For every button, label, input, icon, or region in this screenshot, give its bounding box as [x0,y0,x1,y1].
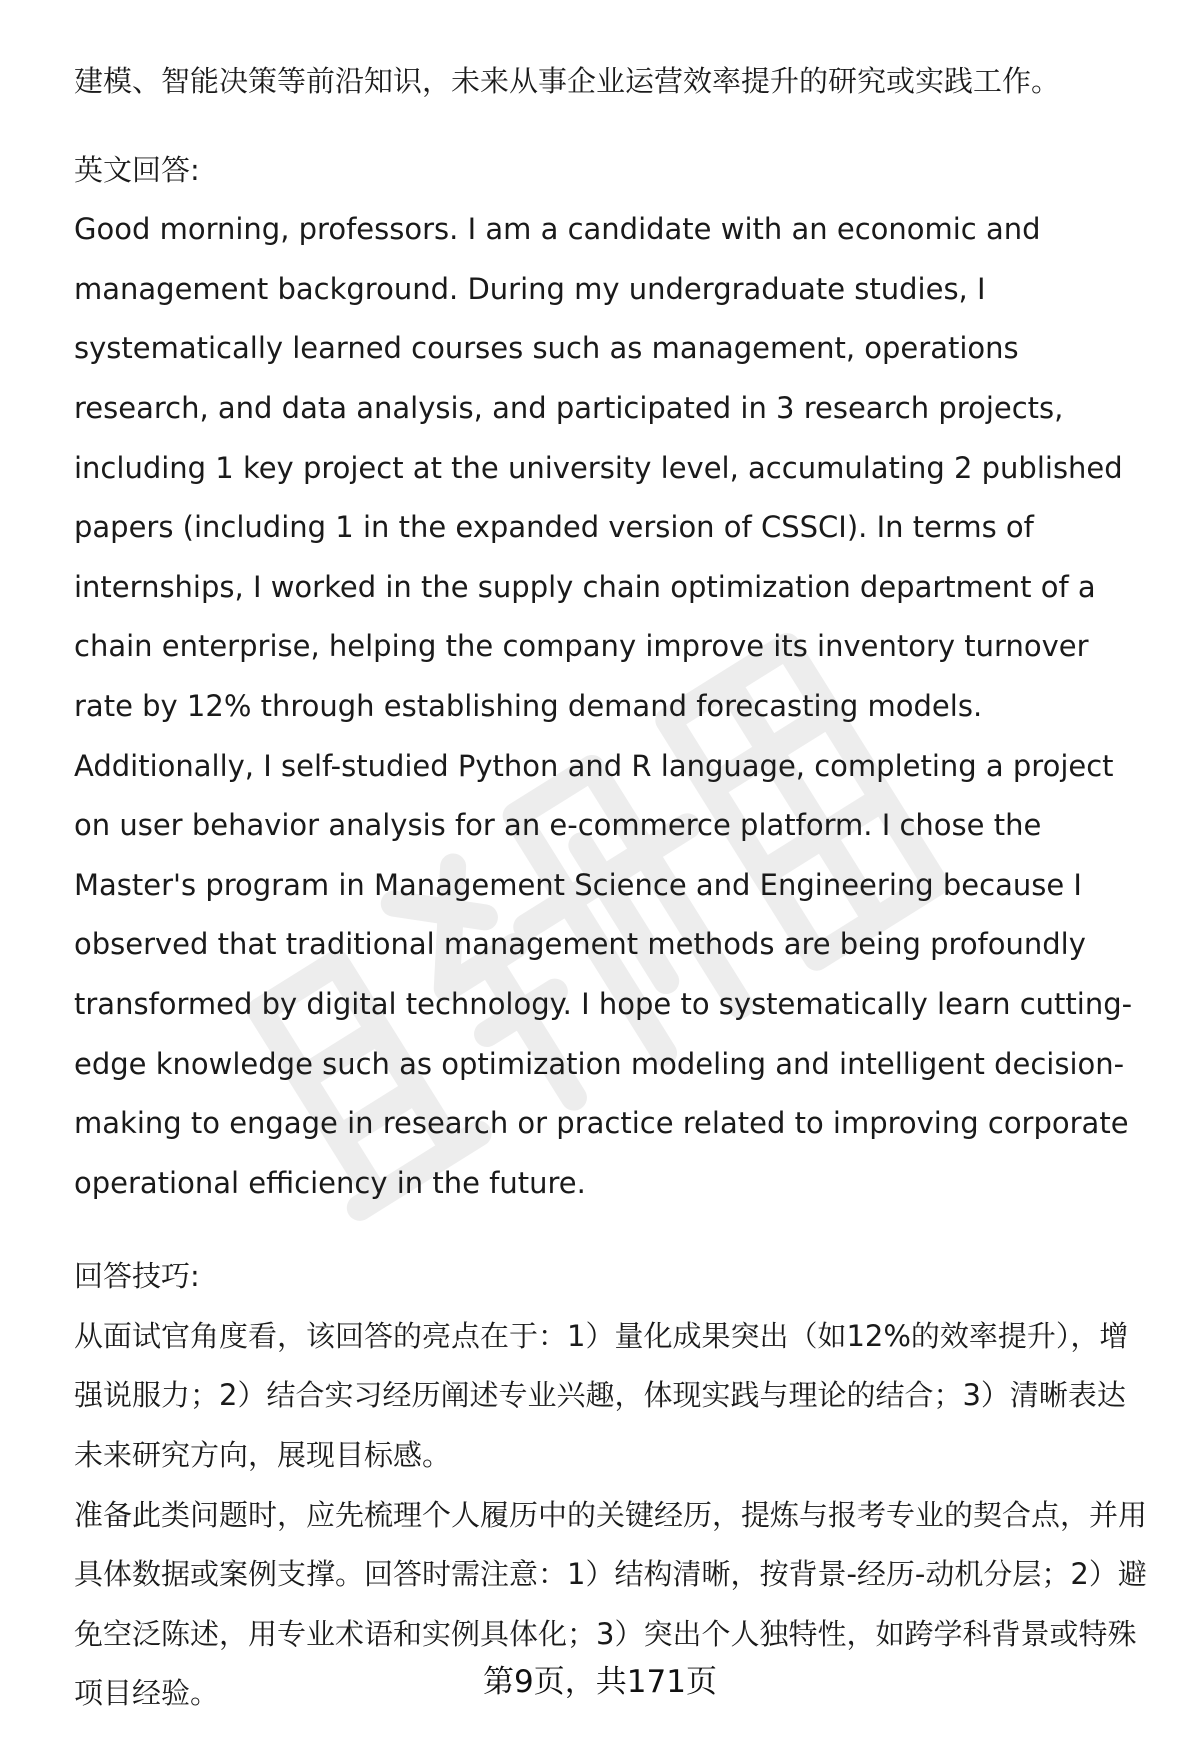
tips-paragraph-2: 准备此类问题时，应先梳理个人履历中的关键经历，提炼与报考专业的契合点，并用具体数据或案例支撑。回答时需注意：1）结构清晰，按背景-经历-动机分层；2）避免空泛陈述，用专业术语和实例具体化；3）突出个人独特性，如跨学科背景或特殊项目经验。 [74,1497,1148,1711]
tips-paragraph-1: 从面试官角度看，该回答的亮点在于：1）量化成果突出（如12%的效率提升），增强说服力；2）结合实习经历阐述专业兴趣，体现实践与理论的结合；3）清晰表达未来研究方向，展现目标感。 [74,1318,1129,1473]
intro-tail-paragraph: 建模、智能决策等前沿知识，未来从事企业运营效率提升的研究或实践工作。 [74,64,1061,98]
document-body [74,52,1154,1724]
page-number-footer: 第9页，共171页 [483,1664,717,1700]
section-spacer [74,1213,1154,1247]
english-answer-text: Good morning, professors. I am a candidate with an economic and management background. During my undergraduate studies, I systematically learned courses such as management, operations research, and data analysis, and participated in 3 research projects, including 1 key project at the university level, accumulating 2 published papers (including 1 in the expanded version of CSSCI). In terms of internships, I worked in the supply chain optimization department of a chain enterprise, helping the company improve its inventory turnover rate by 12% through establishing demand forecasting models. Additionally, I self-studied Python and R language, completing a project on user behavior analysis for an e-commerce platform. I chose the Master's program in Management Science and Engineering because I observed that traditional management methods are being profoundly transformed by digital technology. I hope to systematically learn cutting-edge knowledge such as optimization modeling and intelligent decision-making to engage in research or practice related to improving corporate operational efficiency in the future. [74,212,1133,1200]
section-spacer [74,112,1154,141]
english-answer-heading: 英文回答: [74,152,200,187]
tips-heading: 回答技巧: [74,1259,200,1294]
